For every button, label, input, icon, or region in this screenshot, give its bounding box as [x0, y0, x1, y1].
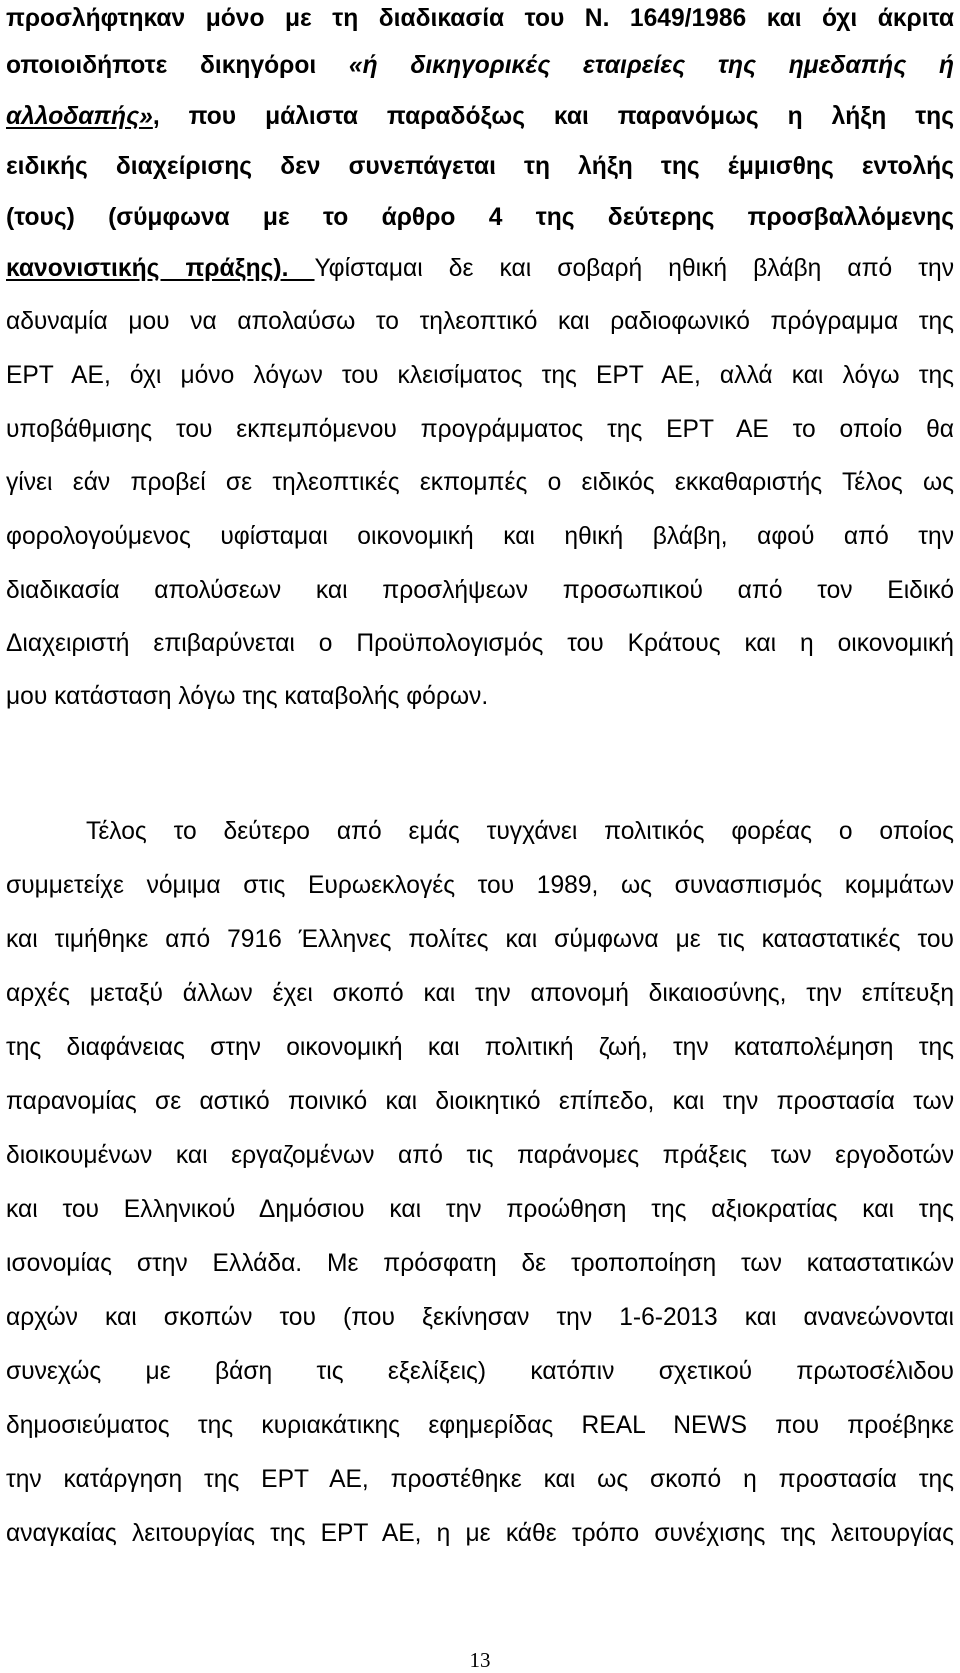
paragraph-2-line-3: και τιμήθηκε από 7916 Έλληνες πολίτες και σύμφωνα με τις καταστατικές του [6, 926, 954, 953]
paragraph-1-line-5: (τους) (σύμφωνα με το άρθρο 4 της δεύτερης προσβαλλόμενης [6, 204, 954, 231]
paragraph-2-line-12: δημοσιεύματος της κυριακάτικης εφημερίδας REAL NEWS που προέβηκε [6, 1412, 954, 1439]
paragraph-2-line-7: διοικουμένων και εργαζομένων από τις παράνομες πράξεις των εργοδοτών [6, 1142, 954, 1169]
paragraph-1-line-3-part-b: , που μάλιστα παραδόξως και παρανόμως η λήξη της [152, 103, 954, 130]
paragraph-1-line-3-italic: αλλοδαπής» [6, 103, 153, 130]
paragraph-1-line-10: γίνει εάν προβεί σε τηλεοπτικές εκπομπές ο ειδικός εκκαθαριστής Τέλος ως [6, 469, 954, 496]
paragraph-2-line-1: Τέλος το δεύτερο από εμάς τυγχάνει πολιτικός φορέας ο οποίος [86, 818, 954, 845]
paragraph-2-line-6: παρανομίας σε αστικό ποινικό και διοικητικό επίπεδο, και την προστασία των [6, 1088, 954, 1115]
paragraph-1-line-9: υποβάθμισης του εκπεμπόμενου προγράμματος της ΕΡΤ ΑΕ το οποίο θα [6, 416, 954, 443]
paragraph-2-line-14: αναγκαίας λειτουργίας της ΕΡΤ ΑΕ, η με κάθε τρόπο συνέχισης της λειτουργίας [6, 1520, 954, 1547]
paragraph-1-line-2-part-a: οποιοιδήποτε δικηγόροι [6, 52, 317, 79]
page-number: 13 [469, 1648, 491, 1672]
paragraph-1-line-3 [6, 102, 954, 132]
paragraph-1-line-7: αδυναμία μου να απολαύσω το τηλεοπτικό και ραδιοφωνικό πρόγραμμα της [6, 308, 954, 335]
paragraph-1-line-4: ειδικής διαχείρισης δεν συνεπάγεται τη λήξη της έμμισθης εντολής [6, 153, 954, 180]
paragraph-1-line-6-part-b: Υφίσταμαι δε και σοβαρή ηθική βλάβη από την [314, 255, 954, 282]
paragraph-1-line-11: φορολογούμενος υφίσταμαι οικονομική και ηθική βλάβη, αφού από την [6, 523, 954, 550]
paragraph-1-line-12: διαδικασία απολύσεων και προσλήψεων προσωπικού από τον Ειδικό [6, 577, 954, 604]
paragraph-1-line-6 [6, 254, 954, 284]
paragraph-2-line-2: συμμετείχε νόμιμα στις Ευρωεκλογές του 1989, ως συνασπισμός κομμάτων [6, 872, 954, 899]
paragraph-2-line-11: συνεχώς με βάση τις εξελίξεις) κατόπιν σχετικού πρωτοσέλιδου [6, 1358, 954, 1385]
paragraph-1-line-2-italic: «ή δικηγορικές εταιρείες της ημεδαπής ή [348, 52, 955, 79]
paragraph-2-line-13: την κατάργηση της ΕΡΤ ΑΕ, προστέθηκε και ως σκοπό η προστασία της [6, 1466, 954, 1493]
paragraph-1-line-13: Διαχειριστή επιβαρύνεται ο Προϋπολογισμός του Κράτους και η οικονομική [6, 630, 954, 657]
paragraph-1-line-6-bold: κανονιστικής πράξης). [6, 255, 315, 282]
paragraph-1-line-14: μου κατάσταση λόγω της καταβολής φόρων. [6, 683, 489, 710]
paragraph-1-line-8: ΕΡΤ ΑΕ, όχι μόνο λόγων του κλεισίματος της ΕΡΤ ΑΕ, αλλά και λόγω της [6, 362, 954, 389]
paragraph-1-line-1: προσλήφτηκαν μόνο με τη διαδικασία του Ν. 1649/1986 και όχι άκριτα [6, 5, 954, 32]
paragraph-2-line-10: αρχών και σκοπών του (που ξεκίνησαν την 1-6-2013 και ανανεώνονται [6, 1304, 954, 1331]
paragraph-2-line-5: της διαφάνειας στην οικονομική και πολιτική ζωή, την καταπολέμηση της [6, 1034, 954, 1061]
paragraph-2-line-9: ισονομίας στην Ελλάδα. Με πρόσφατη δε τροποποίηση των καταστατικών [6, 1250, 954, 1277]
paragraph-2-line-8: και του Ελληνικού Δημόσιου και την προώθηση της αξιοκρατίας και της [6, 1196, 954, 1223]
paragraph-2-line-4: αρχές μεταξύ άλλων έχει σκοπό και την απονομή δικαιοσύνης, την επίτευξη [6, 980, 954, 1007]
paragraph-1-line-2 [6, 51, 954, 81]
